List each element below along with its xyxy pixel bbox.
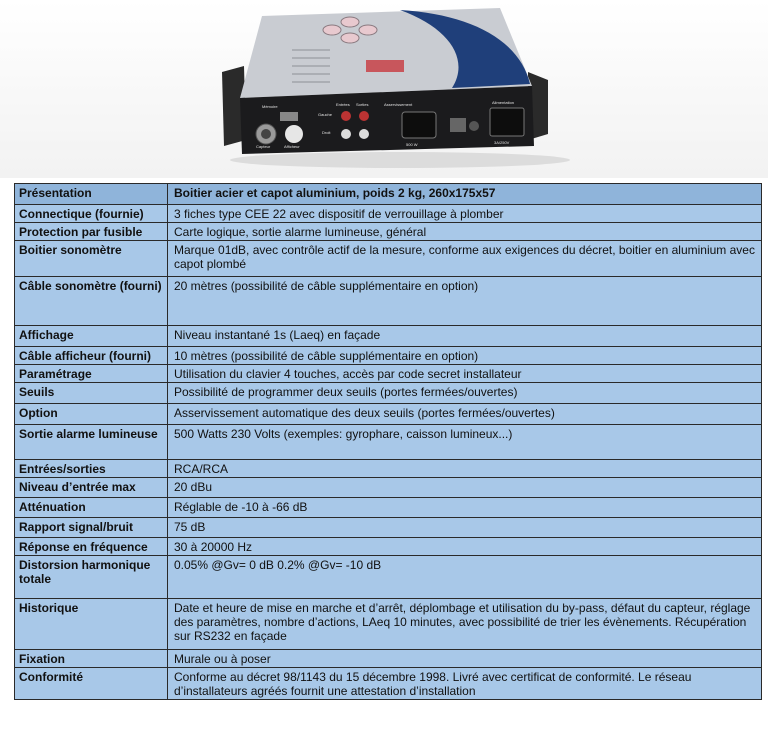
spec-label: Option (15, 404, 168, 425)
spec-label: Seuils (15, 383, 168, 404)
spec-row (15, 365, 762, 383)
spec-row (15, 538, 762, 556)
spec-value: 500 Watts 230 Volts (exemples: gyrophare, caisson lumineux...) (168, 425, 762, 460)
spec-row (15, 425, 762, 460)
spec-row (15, 277, 762, 326)
spec-value: 20 dBu (168, 478, 762, 498)
label-memoire: Mémoire (262, 104, 278, 109)
spec-label: Présentation (15, 184, 168, 205)
spec-row (15, 599, 762, 650)
spec-row (15, 404, 762, 425)
spec-row (15, 326, 762, 347)
spec-value: Murale ou à poser (168, 650, 762, 668)
spec-label: Entrées/sorties (15, 460, 168, 478)
spec-label: Atténuation (15, 498, 168, 518)
label-voltage: 3A/250V (494, 140, 510, 145)
spec-row (15, 518, 762, 538)
spec-label: Sortie alarme lumineuse (15, 425, 168, 460)
label-capteur: Capteur (256, 144, 271, 149)
spec-label: Distorsion harmonique totale (15, 556, 168, 599)
spec-row (15, 383, 762, 404)
spec-row (15, 241, 762, 277)
spec-row (15, 478, 762, 498)
spec-value: Asservissement automatique des deux seuils (portes fermées/ouvertes) (168, 404, 762, 425)
spec-value: Conforme au décret 98/1143 du 15 décembre 1998. Livré avec certificat de conformité. Le réseau d’installateurs agréés fournit une attestation d’installation (168, 668, 762, 700)
device-photo (0, 0, 768, 178)
spec-row (15, 650, 762, 668)
spec-value: Niveau instantané 1s (Laeq) en façade (168, 326, 762, 347)
device-shadow (230, 152, 570, 168)
spec-value: 0.05% @Gv= 0 dB 0.2% @Gv= -10 dB (168, 556, 762, 599)
spec-row (15, 556, 762, 599)
spec-value: 10 mètres (possibilité de câble supplémentaire en option) (168, 347, 762, 365)
specifications-table (14, 183, 762, 700)
spec-value: Marque 01dB, avec contrôle actif de la mesure, conforme aux exigences du décret, boitier en aluminium avec capot plombé (168, 241, 762, 277)
spec-value: Date et heure de mise en marche et d’arrêt, déplombage et utilisation du by-pass, défaut du capteur, réglage des paramètres, nombre d’actions, LAeq 10 minutes, avec possibilité de trier les évènements. Récupération sur RS232 en façade (168, 599, 762, 650)
spec-label: Conformité (15, 668, 168, 700)
spec-value: Possibilité de programmer deux seuils (portes fermées/ouvertes) (168, 383, 762, 404)
spec-value: Boitier acier et capot aluminium, poids 2 kg, 260x175x57 (168, 184, 762, 205)
spec-label: Connectique (fournie) (15, 205, 168, 223)
spec-label: Câble sonomètre (fourni) (15, 277, 168, 326)
display-window (366, 60, 404, 72)
label-afficheur: Afficheur (284, 144, 300, 149)
spec-row (15, 498, 762, 518)
spec-row (15, 205, 762, 223)
label-gauche: Gauche (318, 112, 333, 117)
label-entrees: Entrées (336, 102, 350, 107)
spec-value: RCA/RCA (168, 460, 762, 478)
spec-value: 3 fiches type CEE 22 avec dispositif de verrouillage à plomber (168, 205, 762, 223)
label-asservissement: Asservissement (384, 102, 413, 107)
label-alimentation: Alimentation (492, 100, 515, 105)
spec-row (15, 223, 762, 241)
spec-value: Réglable de -10 à -66 dB (168, 498, 762, 518)
spec-label: Réponse en fréquence (15, 538, 168, 556)
label-sorties: Sorties (356, 102, 369, 107)
spec-label: Niveau d’entrée max (15, 478, 168, 498)
spec-value: Utilisation du clavier 4 touches, accès par code secret installateur (168, 365, 762, 383)
spec-label: Paramétrage (15, 365, 168, 383)
sound-level-limiter-device-photo (0, 0, 768, 178)
spec-label: Protection par fusible (15, 223, 168, 241)
spec-row (15, 668, 762, 700)
label-droit: Droit (322, 130, 331, 135)
spec-label: Câble afficheur (fourni) (15, 347, 168, 365)
spec-label: Boitier sonomètre (15, 241, 168, 277)
spec-row (15, 347, 762, 365)
spec-label: Historique (15, 599, 168, 650)
spec-row (15, 184, 762, 205)
spec-value: 75 dB (168, 518, 762, 538)
spec-label: Fixation (15, 650, 168, 668)
label-power-rating: 500 W (406, 142, 418, 147)
spec-label: Rapport signal/bruit (15, 518, 168, 538)
spec-label: Affichage (15, 326, 168, 347)
spec-value: 20 mètres (possibilité de câble supplémentaire en option) (168, 277, 762, 326)
spec-value: Carte logique, sortie alarme lumineuse, général (168, 223, 762, 241)
spec-row (15, 460, 762, 478)
spec-value: 30 à 20000 Hz (168, 538, 762, 556)
